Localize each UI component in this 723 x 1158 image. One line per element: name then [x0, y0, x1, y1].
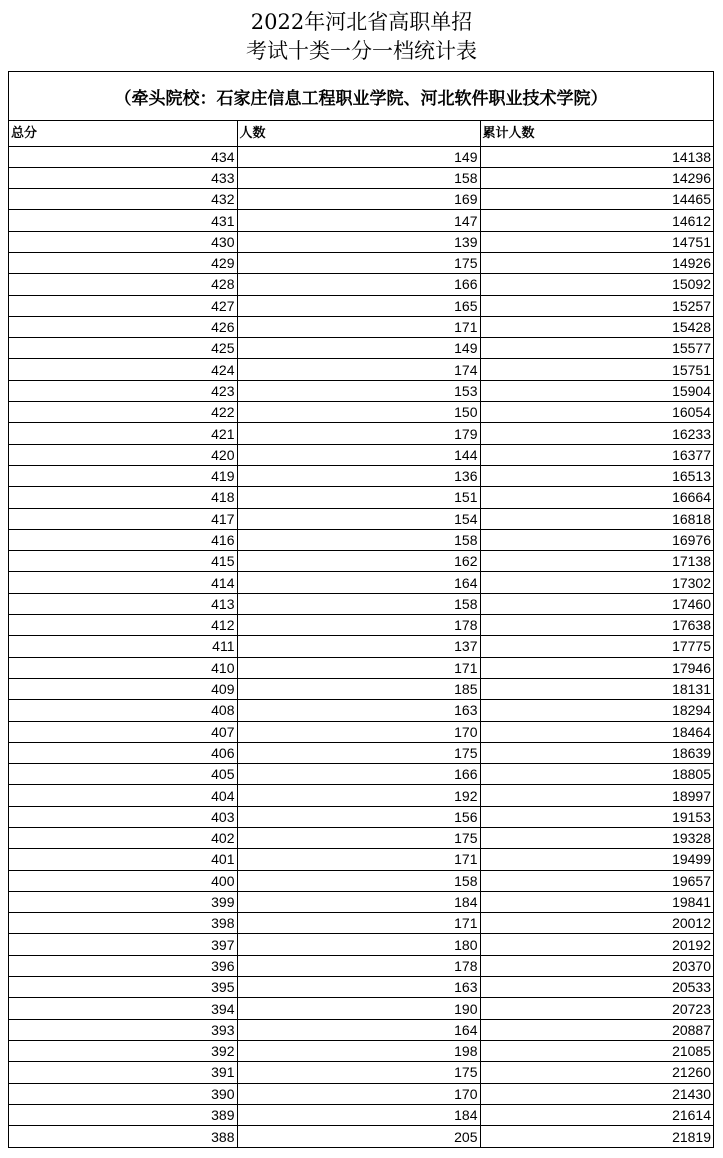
- cell-cumulative-count: 21819: [480, 1126, 713, 1147]
- table-row: [9, 977, 713, 998]
- cell-count: 175: [237, 742, 480, 763]
- cell-total-score: 419: [9, 465, 237, 486]
- table-row: [9, 742, 713, 763]
- cell-cumulative-count: 16054: [480, 402, 713, 423]
- table-row: [9, 721, 713, 742]
- table-row: [9, 998, 713, 1019]
- table-row: [9, 678, 713, 699]
- table-row: [9, 465, 713, 486]
- table-row: [9, 870, 713, 891]
- lead-institutions-caption: （牵头院校：石家庄信息工程职业学院、河北软件职业技术学院）: [9, 72, 713, 121]
- cell-cumulative-count: 21430: [480, 1083, 713, 1104]
- cell-count: 170: [237, 721, 480, 742]
- cell-count: 139: [237, 231, 480, 252]
- cell-cumulative-count: 16233: [480, 423, 713, 444]
- cell-total-score: 410: [9, 657, 237, 678]
- table-row: [9, 1040, 713, 1061]
- cell-cumulative-count: 15577: [480, 338, 713, 359]
- cell-cumulative-count: 16818: [480, 508, 713, 529]
- cell-cumulative-count: 15751: [480, 359, 713, 380]
- cell-cumulative-count: 16513: [480, 465, 713, 486]
- cell-total-score: 427: [9, 295, 237, 316]
- table-row: [9, 636, 713, 657]
- table-row: [9, 828, 713, 849]
- table-row: [9, 806, 713, 827]
- table-header-row: [9, 120, 713, 146]
- table-row: [9, 764, 713, 785]
- cell-count: 169: [237, 189, 480, 210]
- cell-cumulative-count: 18997: [480, 785, 713, 806]
- cell-count: 163: [237, 700, 480, 721]
- table-row: [9, 146, 713, 167]
- cell-cumulative-count: 19153: [480, 806, 713, 827]
- cell-cumulative-count: 17638: [480, 615, 713, 636]
- cell-count: 158: [237, 870, 480, 891]
- cell-count: 171: [237, 849, 480, 870]
- cell-cumulative-count: 14296: [480, 167, 713, 188]
- cell-cumulative-count: 16377: [480, 444, 713, 465]
- cell-cumulative-count: 21614: [480, 1104, 713, 1125]
- table-row: [9, 1062, 713, 1083]
- cell-count: 178: [237, 615, 480, 636]
- cell-count: 156: [237, 806, 480, 827]
- cell-cumulative-count: 17775: [480, 636, 713, 657]
- table-row: [9, 955, 713, 976]
- cell-count: 144: [237, 444, 480, 465]
- cell-cumulative-count: 21085: [480, 1040, 713, 1061]
- table-row: [9, 1104, 713, 1125]
- cell-count: 154: [237, 508, 480, 529]
- cell-total-score: 423: [9, 380, 237, 401]
- table-row: [9, 380, 713, 401]
- table-row: [9, 444, 713, 465]
- cell-cumulative-count: 20887: [480, 1019, 713, 1040]
- cell-total-score: 389: [9, 1104, 237, 1125]
- cell-total-score: 402: [9, 828, 237, 849]
- cell-cumulative-count: 20723: [480, 998, 713, 1019]
- table-row: [9, 700, 713, 721]
- cell-cumulative-count: 16664: [480, 487, 713, 508]
- cell-count: 170: [237, 1083, 480, 1104]
- cell-cumulative-count: 19499: [480, 849, 713, 870]
- table-row: [9, 551, 713, 572]
- score-distribution-table: [9, 120, 713, 1147]
- cell-total-score: 414: [9, 572, 237, 593]
- cell-total-score: 394: [9, 998, 237, 1019]
- table-row: [9, 338, 713, 359]
- table-row: [9, 210, 713, 231]
- cell-count: 178: [237, 955, 480, 976]
- column-header-count: 人数: [237, 120, 480, 146]
- cell-count: 165: [237, 295, 480, 316]
- cell-count: 162: [237, 551, 480, 572]
- cell-count: 164: [237, 572, 480, 593]
- cell-total-score: 425: [9, 338, 237, 359]
- table-row: [9, 657, 713, 678]
- cell-total-score: 434: [9, 146, 237, 167]
- cell-total-score: 397: [9, 934, 237, 955]
- cell-cumulative-count: 14926: [480, 252, 713, 273]
- cell-count: 180: [237, 934, 480, 955]
- table-row: [9, 849, 713, 870]
- cell-cumulative-count: 19657: [480, 870, 713, 891]
- cell-total-score: 412: [9, 615, 237, 636]
- table-row: [9, 785, 713, 806]
- cell-cumulative-count: 15257: [480, 295, 713, 316]
- cell-count: 192: [237, 785, 480, 806]
- cell-total-score: 388: [9, 1126, 237, 1147]
- table-row: [9, 423, 713, 444]
- cell-cumulative-count: 14612: [480, 210, 713, 231]
- cell-total-score: 403: [9, 806, 237, 827]
- cell-cumulative-count: 18131: [480, 678, 713, 699]
- cell-cumulative-count: 19328: [480, 828, 713, 849]
- table-row: [9, 189, 713, 210]
- cell-total-score: 405: [9, 764, 237, 785]
- table-row: [9, 1126, 713, 1147]
- cell-cumulative-count: 18294: [480, 700, 713, 721]
- table-row: [9, 913, 713, 934]
- cell-total-score: 396: [9, 955, 237, 976]
- table-row: [9, 934, 713, 955]
- table-row: [9, 508, 713, 529]
- cell-count: 137: [237, 636, 480, 657]
- cell-count: 153: [237, 380, 480, 401]
- table-row: [9, 572, 713, 593]
- cell-count: 175: [237, 252, 480, 273]
- table-row: [9, 316, 713, 337]
- table-row: [9, 1083, 713, 1104]
- cell-cumulative-count: 18464: [480, 721, 713, 742]
- cell-count: 198: [237, 1040, 480, 1061]
- cell-total-score: 401: [9, 849, 237, 870]
- cell-total-score: 407: [9, 721, 237, 742]
- cell-total-score: 430: [9, 231, 237, 252]
- cell-count: 158: [237, 529, 480, 550]
- cell-total-score: 431: [9, 210, 237, 231]
- cell-cumulative-count: 17138: [480, 551, 713, 572]
- table-row: [9, 487, 713, 508]
- table-row: [9, 274, 713, 295]
- cell-total-score: 418: [9, 487, 237, 508]
- cell-count: 136: [237, 465, 480, 486]
- cell-cumulative-count: 20192: [480, 934, 713, 955]
- cell-cumulative-count: 18639: [480, 742, 713, 763]
- table-row: [9, 529, 713, 550]
- cell-cumulative-count: 21260: [480, 1062, 713, 1083]
- cell-total-score: 398: [9, 913, 237, 934]
- cell-cumulative-count: 15904: [480, 380, 713, 401]
- cell-total-score: 408: [9, 700, 237, 721]
- cell-count: 171: [237, 913, 480, 934]
- cell-count: 175: [237, 1062, 480, 1083]
- cell-total-score: 426: [9, 316, 237, 337]
- cell-cumulative-count: 15428: [480, 316, 713, 337]
- cell-cumulative-count: 14138: [480, 146, 713, 167]
- cell-count: 185: [237, 678, 480, 699]
- column-header-cumulative-count: 累计人数: [480, 120, 713, 146]
- cell-count: 184: [237, 891, 480, 912]
- cell-cumulative-count: 14465: [480, 189, 713, 210]
- table-row: [9, 402, 713, 423]
- table-row: [9, 295, 713, 316]
- score-table-frame: [8, 71, 714, 1148]
- page-subtitle-title: 考试十类一分一档统计表: [246, 39, 477, 63]
- cell-count: 174: [237, 359, 480, 380]
- cell-total-score: 415: [9, 551, 237, 572]
- cell-cumulative-count: 18805: [480, 764, 713, 785]
- cell-total-score: 390: [9, 1083, 237, 1104]
- cell-count: 158: [237, 593, 480, 614]
- cell-cumulative-count: 19841: [480, 891, 713, 912]
- cell-cumulative-count: 15092: [480, 274, 713, 295]
- cell-total-score: 428: [9, 274, 237, 295]
- column-header-total-score: 总分: [9, 120, 237, 146]
- cell-total-score: 420: [9, 444, 237, 465]
- page-title: 2022年河北省高职单招: [250, 10, 473, 34]
- cell-total-score: 392: [9, 1040, 237, 1061]
- table-row: [9, 615, 713, 636]
- cell-cumulative-count: 20370: [480, 955, 713, 976]
- cell-cumulative-count: 14751: [480, 231, 713, 252]
- cell-count: 166: [237, 274, 480, 295]
- table-row: [9, 167, 713, 188]
- cell-total-score: 404: [9, 785, 237, 806]
- cell-cumulative-count: 20533: [480, 977, 713, 998]
- cell-count: 163: [237, 977, 480, 998]
- cell-count: 171: [237, 316, 480, 337]
- cell-total-score: 400: [9, 870, 237, 891]
- cell-count: 158: [237, 167, 480, 188]
- cell-count: 150: [237, 402, 480, 423]
- cell-cumulative-count: 17302: [480, 572, 713, 593]
- cell-total-score: 413: [9, 593, 237, 614]
- cell-total-score: 416: [9, 529, 237, 550]
- cell-total-score: 411: [9, 636, 237, 657]
- cell-count: 205: [237, 1126, 480, 1147]
- table-row: [9, 231, 713, 252]
- cell-total-score: 391: [9, 1062, 237, 1083]
- cell-cumulative-count: 17460: [480, 593, 713, 614]
- cell-total-score: 417: [9, 508, 237, 529]
- cell-count: 147: [237, 210, 480, 231]
- cell-total-score: 395: [9, 977, 237, 998]
- table-body: [9, 146, 713, 1147]
- cell-count: 166: [237, 764, 480, 785]
- cell-cumulative-count: 20012: [480, 913, 713, 934]
- table-row: [9, 1019, 713, 1040]
- cell-count: 164: [237, 1019, 480, 1040]
- table-row: [9, 593, 713, 614]
- cell-count: 149: [237, 146, 480, 167]
- table-row: [9, 359, 713, 380]
- cell-total-score: 393: [9, 1019, 237, 1040]
- cell-count: 184: [237, 1104, 480, 1125]
- cell-cumulative-count: 16976: [480, 529, 713, 550]
- cell-count: 151: [237, 487, 480, 508]
- cell-total-score: 424: [9, 359, 237, 380]
- cell-count: 149: [237, 338, 480, 359]
- cell-total-score: 432: [9, 189, 237, 210]
- cell-count: 179: [237, 423, 480, 444]
- cell-total-score: 406: [9, 742, 237, 763]
- cell-count: 171: [237, 657, 480, 678]
- table-row: [9, 891, 713, 912]
- cell-cumulative-count: 17946: [480, 657, 713, 678]
- cell-total-score: 429: [9, 252, 237, 273]
- cell-count: 175: [237, 828, 480, 849]
- cell-count: 190: [237, 998, 480, 1019]
- cell-total-score: 421: [9, 423, 237, 444]
- cell-total-score: 433: [9, 167, 237, 188]
- cell-total-score: 399: [9, 891, 237, 912]
- cell-total-score: 409: [9, 678, 237, 699]
- cell-total-score: 422: [9, 402, 237, 423]
- table-row: [9, 252, 713, 273]
